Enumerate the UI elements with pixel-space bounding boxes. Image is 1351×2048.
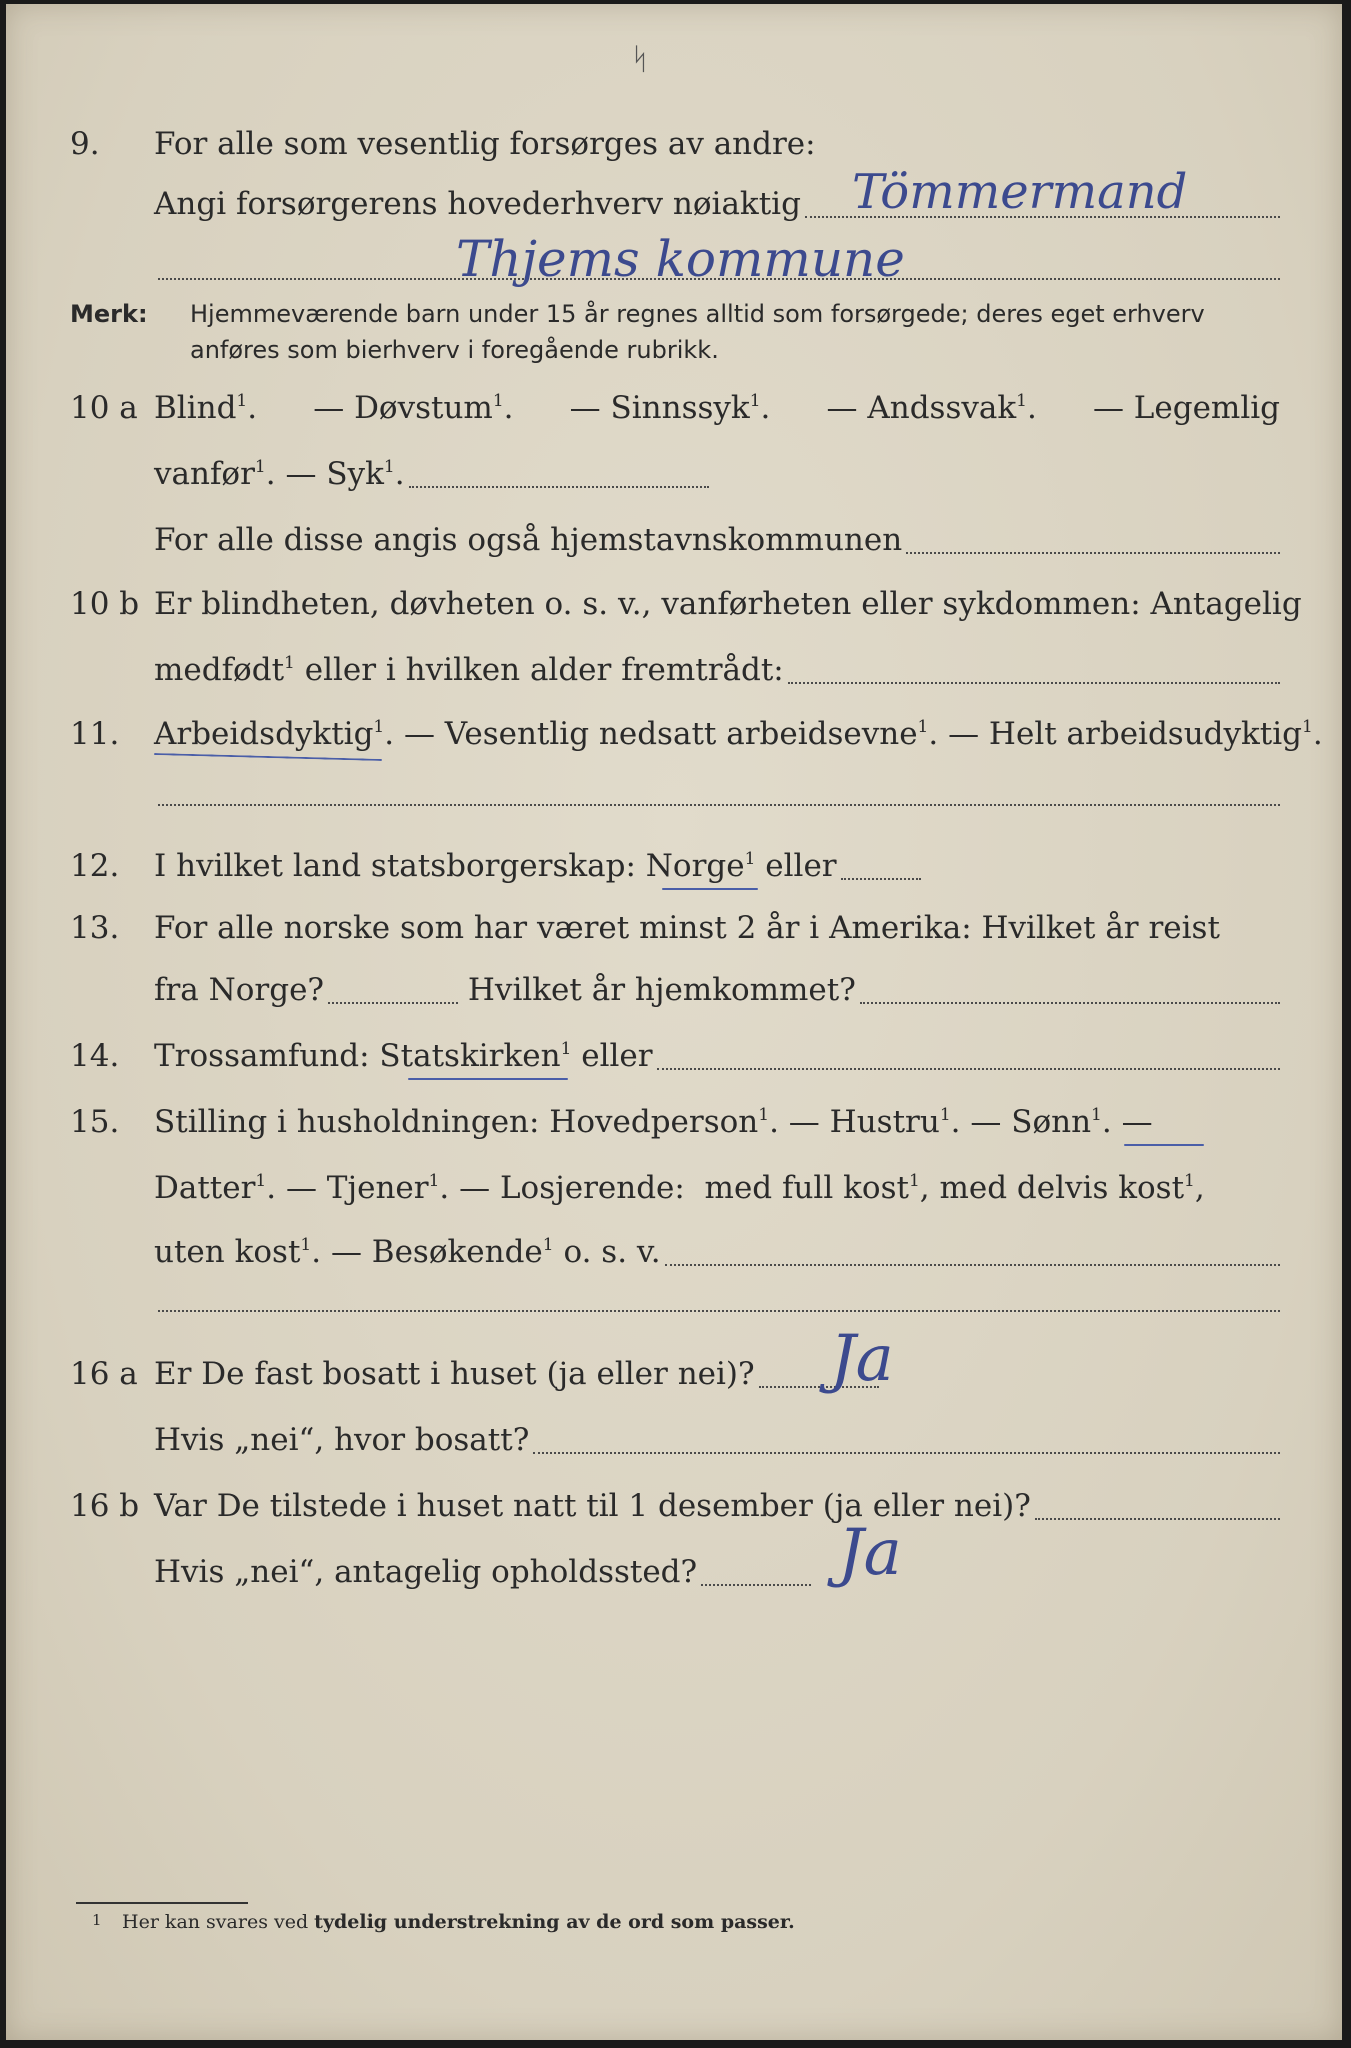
question-14: 14. Trossamfund: Statskirken$^1$ eller [6,1026,1342,1086]
question-15-cont: uten kost$^1$. — Besøkende$^1$ o. s. v. [6,1222,1342,1282]
answer-line[interactable] [409,486,709,488]
note-text: anføres som bierhverv i foregående rubrikk. [190,336,719,364]
question-text: For alle som vesentlig forsørges av andre: [154,126,816,162]
question-16a-cont: Hvis „nei“, hvor bosatt? [6,1410,1342,1470]
footnote-rule [76,1902,248,1904]
question-number: 16 a [70,1356,138,1392]
answer-line[interactable] [533,1452,1280,1454]
answer-line[interactable] [841,878,921,880]
question-11: 11. Arbeidsdyktig$^1$. — Vesentlig nedsatt arbeidsevne$^1$. — Helt arbeidsudyktig$^1$. [6,704,1342,764]
handwritten-underline [408,1078,568,1080]
answer-line[interactable] [158,804,1280,806]
question-15: 15. Stilling i husholdningen: Hovedperson$^1$. — Hustru$^1$. — Sønn$^1$. — [6,1092,1342,1152]
question-16b: 16 b Var De tilstede i huset natt til 1 desember (ja eller nei)? [6,1476,1342,1536]
question-10b: 10 b Er blindheten, døvheten o. s. v., vanførheten eller sykdommen: Antagelig [6,574,1342,634]
question-12: 12. I hvilket land statsborgerskap: Norge$^1$ eller [6,836,1342,896]
question-10a: 10 a Blind$^1$. — Døvstum$^1$. — Sinnssyk$^1$. — Andssvak$^1$. — Legemlig [6,378,1342,438]
answer-line[interactable] [1035,1518,1280,1520]
question-15-cont: Datter$^1$. — Tjener$^1$. — Losjerende: med full kost$^1$, med delvis kost$^1$, [154,1170,1205,1206]
question-16a: 16 a Er De fast bosatt i huset (ja eller nei)? [6,1344,1342,1404]
handwritten-answer: Ja [830,1322,894,1396]
handwritten-underline [1124,1144,1204,1146]
answer-line[interactable] [665,1264,1280,1266]
note-label: Merk: [70,300,148,328]
census-form-page [6,4,1342,2040]
answer-line[interactable] [788,682,1280,684]
question-number: 9. [70,126,100,162]
question-number: 14. [70,1038,120,1074]
question-number: 16 b [70,1488,140,1524]
question-13: 13. For alle norske som har været minst 2 år i Amerika: Hvilket år reist [6,898,1342,958]
note [70,296,1290,364]
question-number: 10 a [70,390,138,426]
question-number: 11. [70,716,120,752]
answer-line[interactable] [328,1002,458,1004]
question-13-cont: fra Norge? Hvilket år hjemkommet? [6,960,1342,1020]
answer-line[interactable] [860,1002,1280,1004]
handwritten-occupation: Tömmermand [852,164,1188,220]
note-text: Hjemmeværende barn under 15 år regnes alltid som forsørgede; deres eget erhverv [190,300,1205,328]
question-10a-cont: vanfør$^1$. — Syk$^1$. [6,444,1342,504]
ink-mark: ᛋ [631,42,649,77]
answer-line[interactable] [158,1310,1280,1312]
answer-line[interactable] [657,1068,1280,1070]
handwritten-underline [662,888,758,890]
answer-line[interactable] [701,1584,811,1586]
footnote: 1 Her kan svares ved tydelig understrekning av de ord som passer. [92,1911,795,1933]
question-10a-home: For alle disse angis også hjemstavnskommunen [6,510,1342,570]
footnote-mark: 1 [92,1911,102,1929]
handwritten-answer: Ja [838,1516,902,1590]
question-16b-cont: Hvis „nei“, antagelig opholdssted? [6,1542,1342,1602]
answer-line[interactable] [906,552,1280,554]
question-number: 15. [70,1104,120,1140]
question-10b-cont: medfødt$^1$ eller i hvilken alder fremtrådt: [6,640,1342,700]
question-number: 12. [70,848,120,884]
question-number: 13. [70,910,120,946]
provider-label: Angi forsørgerens hovederhverv nøiaktig [154,186,801,222]
question-number: 10 b [70,586,140,622]
handwritten-employer: Thjems kommune [456,230,905,288]
